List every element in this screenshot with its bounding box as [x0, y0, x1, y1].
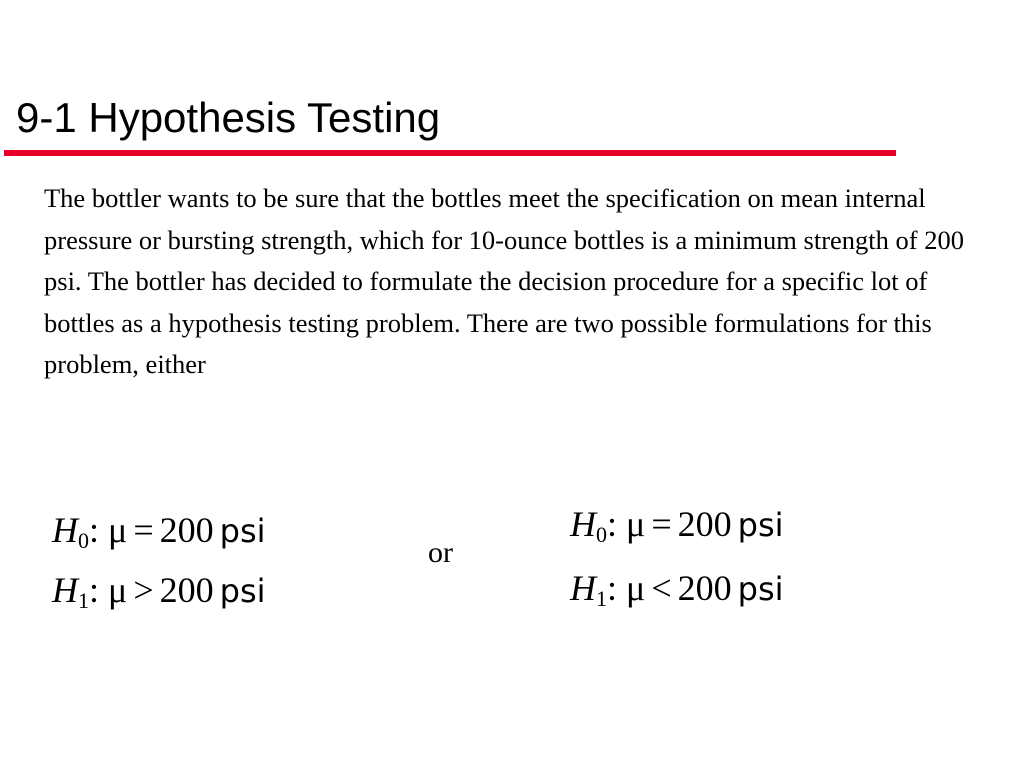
title-underline: [4, 150, 896, 156]
body-paragraph: The bottler wants to be sure that the bottles meet the specification on mean internal pressure or bursting strength, which for 10-ounce bottles is a minimum strength of 200 psi. The bottler has decided to formulate the decision procedure for a specific lot of bottles as a hypothesis testing problem. There are two possible formulations for this problem, either: [44, 183, 964, 379]
hypothesis-symbol: H: [570, 504, 596, 544]
hypothesis-formulation-upper-tailed: [52, 508, 372, 618]
relation-sign: =: [651, 504, 672, 544]
unit-label: psi: [219, 572, 266, 610]
slide-title: 9-1 Hypothesis Testing: [16, 94, 441, 141]
parameter-mu: μ: [626, 568, 646, 608]
hypothesis-subscript: 1: [596, 586, 607, 611]
colon: :: [89, 570, 109, 610]
unit-label: psi: [219, 512, 266, 550]
relation-sign: >: [133, 570, 154, 610]
hypothesized-value: 200: [677, 504, 732, 544]
hypothesis-subscript: 0: [78, 528, 89, 553]
null-hypothesis: [570, 502, 784, 546]
relation-sign: <: [651, 568, 672, 608]
colon: :: [607, 568, 627, 608]
unit-label: psi: [737, 506, 784, 544]
hypothesis-symbol: H: [52, 570, 78, 610]
colon: :: [89, 510, 109, 550]
hypothesis-symbol: H: [52, 510, 78, 550]
parameter-mu: μ: [626, 504, 646, 544]
null-hypothesis: [52, 508, 266, 552]
parameter-mu: μ: [108, 510, 128, 550]
unit-label: psi: [737, 570, 784, 608]
colon: :: [607, 504, 627, 544]
hypothesized-value: 200: [159, 510, 214, 550]
relation-sign: =: [133, 510, 154, 550]
hypothesis-subscript: 1: [78, 588, 89, 613]
hypothesized-value: 200: [159, 570, 214, 610]
alternative-hypothesis: [52, 568, 266, 612]
connector-word: or: [428, 536, 453, 569]
hypothesized-value: 200: [677, 568, 732, 608]
alternative-hypothesis: [570, 566, 784, 610]
hypothesis-symbol: H: [570, 568, 596, 608]
parameter-mu: μ: [108, 570, 128, 610]
hypothesis-subscript: 0: [596, 522, 607, 547]
hypothesis-formulation-lower-tailed: [570, 502, 890, 612]
